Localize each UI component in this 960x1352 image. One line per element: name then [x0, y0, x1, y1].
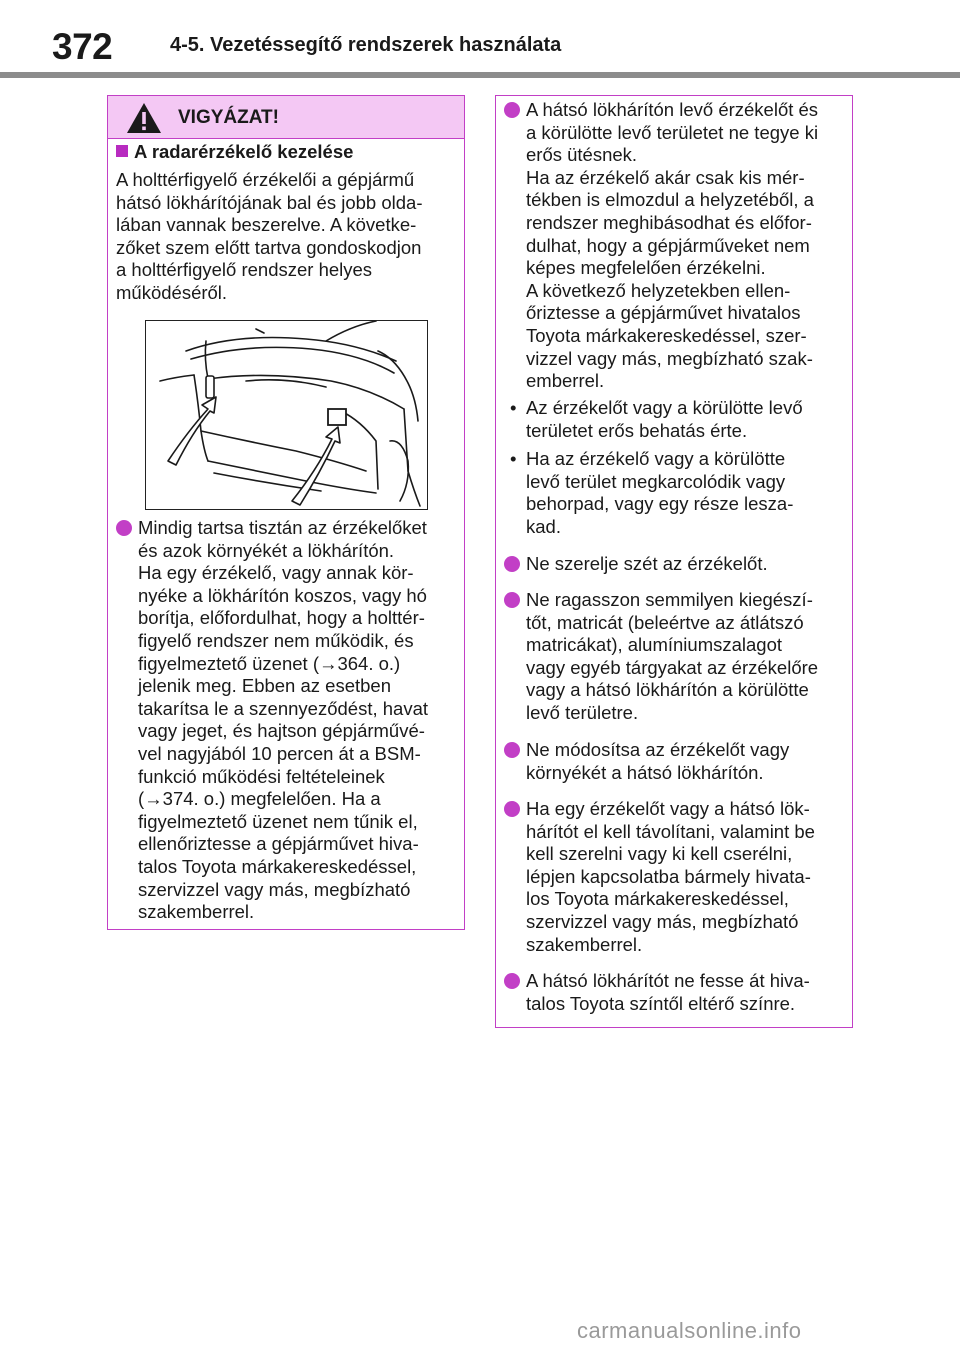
text-line: tékben is elmozdul a helyzetéből, a [526, 189, 814, 211]
text-line: jelenik meg. Ebben az esetben [138, 675, 392, 697]
section-title: 4-5. Vezetéssegítő rendszerek használata [170, 34, 562, 56]
subheading [116, 141, 456, 164]
text-line: lában vannak beszerelve. A követke- [116, 214, 417, 236]
text-line: szervizzel vagy más, megbízható [526, 910, 799, 932]
text-line: Mindig tartsa tisztán az érzékelőket [138, 517, 427, 538]
bullet-dot-icon [504, 592, 520, 608]
page-header [0, 0, 960, 80]
text-line: Az érzékelőt vagy a körülötte levő [526, 397, 803, 418]
text-line: Toyota márkakereskedéssel, szer- [526, 324, 807, 346]
bullet-dot-icon [116, 520, 132, 536]
text-line: talos Toyota színtől eltérő színre. [526, 992, 796, 1014]
list-item [504, 99, 871, 393]
text-line: vagy a hátsó lökhárítón a körülötte [526, 679, 809, 701]
dash-list-item [500, 448, 874, 538]
text-line: figyelmeztető üzenet nem tűnik el, [138, 810, 418, 832]
text-line: ellenőriztesse a gépjárművet hiva- [138, 833, 419, 855]
text-line: a holttérfigyelő rendszer helyes [116, 259, 373, 281]
dash-list-item [500, 397, 874, 442]
list-item [504, 970, 871, 1015]
text-line: emberrel. [526, 370, 605, 392]
list-item [504, 553, 871, 576]
text-line: vizzel vagy más, megbízható szak- [526, 347, 813, 369]
intro-paragraph [116, 169, 461, 305]
text-line: Ne módosítsa az érzékelőt vagy [526, 739, 790, 760]
text-line: Ha egy érzékelőt vagy a hátsó lök- [526, 798, 810, 819]
dash-bullet-icon: • [510, 397, 517, 418]
text-line: Ha egy érzékelő, vagy annak kör- [138, 562, 414, 584]
text-line: nyéke a lökhárítón koszos, vagy hó [138, 584, 427, 606]
text-line: környékét a hátsó lökhárítón. [526, 761, 764, 783]
text-line: (→374. o.) megfelelően. Ha a [138, 788, 381, 810]
text-line: hátsó lökhárítójának bal és jobb olda- [116, 191, 423, 213]
text-line: a körülötte levő területet ne tegye ki [526, 121, 819, 143]
caution-header [108, 96, 464, 139]
text-line: működéséről. [116, 281, 228, 303]
text-line: matricákat), alumíniumszalagot [526, 634, 783, 656]
car-rear-drawing [146, 321, 426, 508]
text-line: vagy egyéb tárgyakat az érzékelőre [526, 656, 819, 678]
text-line: A hátsó lökhárítón levő érzékelőt és [526, 99, 819, 120]
text-line: figyelmeztető üzenet (→364. o.) [138, 652, 401, 674]
text-line: zőket szem előtt tartva gondoskodjon [116, 236, 422, 258]
text-line: kell szerelni vagy ki kell cserélni, [526, 843, 793, 865]
text-line: tőt, matricát (beleértve az átlátszó [526, 611, 804, 633]
list-item [504, 739, 871, 784]
text-line: takarítsa le a szennyeződést, havat [138, 697, 429, 719]
text-line: erős ütésnek. [526, 144, 638, 166]
list-item [504, 798, 871, 956]
text-line: kad. [526, 515, 561, 537]
text-line: dulhat, hogy a gépjárműveket nem [526, 234, 810, 256]
subheading-text: A radarérzékelő kezelése [134, 141, 354, 162]
text-line: borítja, előfordulhat, hogy a holttér- [138, 607, 425, 629]
text-line: szervizzel vagy más, megbízható [138, 878, 411, 900]
text-line: területet erős behatás érte. [526, 419, 748, 441]
bumper-sensor-illustration [145, 320, 428, 510]
text-line: Ne szerelje szét az érzékelőt. [526, 553, 768, 574]
text-line: szakemberrel. [138, 901, 255, 923]
header-rule [0, 72, 960, 78]
text-line: A holttérfigyelő érzékelői a gépjármű [116, 169, 415, 190]
bullet-dot-icon [504, 102, 520, 118]
text-line: szakemberrel. [526, 933, 643, 955]
text-line: rendszer meghibásodhat és előfor- [526, 211, 812, 233]
dash-bullet-icon: • [510, 448, 517, 469]
caution-label: VIGYÁZAT! [178, 107, 279, 128]
text-line: behorpad, vagy egy része lesza- [526, 493, 794, 515]
text-line: A hátsó lökhárítót ne fesse át hiva- [526, 970, 810, 991]
text-line: funkció működési feltételeinek [138, 765, 385, 787]
text-line: A következő helyzetekben ellen- [526, 279, 791, 301]
watermark: carmanualsonline.info [577, 1318, 802, 1343]
text-line: Ne ragasszon semmilyen kiegészí- [526, 589, 813, 610]
text-line: vel nagyjából 10 percen át a BSM- [138, 742, 421, 764]
text-line: Ha az érzékelő vagy a körülötte [526, 448, 786, 469]
text-line: Ha az érzékelő akár csak kis mér- [526, 166, 805, 188]
text-line: levő terület megkarcolódik vagy [526, 470, 786, 492]
list-item [116, 517, 483, 924]
list-item [504, 589, 871, 725]
bullet-dot-icon [504, 556, 520, 572]
bullet-dot-icon [504, 801, 520, 817]
bullet-dot-icon [504, 742, 520, 758]
square-bullet-icon [116, 145, 128, 157]
text-line: és azok környékét a lökhárítón. [138, 539, 395, 561]
bullet-dot-icon [504, 973, 520, 989]
text-line: talos Toyota márkakereskedéssel, [138, 855, 417, 877]
text-line: hárítót el kell távolítani, valamint be [526, 820, 815, 842]
text-line: vagy jeget, és hajtson gépjárművé- [138, 720, 425, 742]
page-number: 372 [52, 26, 113, 67]
text-line: őriztesse a gépjárművet hivatalos [526, 302, 801, 324]
text-line: figyelő rendszer nem működik, és [138, 629, 414, 651]
text-line: képes megfelelően érzékelni. [526, 257, 766, 279]
text-line: levő területre. [526, 701, 639, 723]
warning-triangle-icon [126, 102, 162, 134]
text-line: los Toyota márkakereskedéssel, [526, 888, 789, 910]
text-line: lépjen kapcsolatba bármely hivata- [526, 865, 811, 887]
